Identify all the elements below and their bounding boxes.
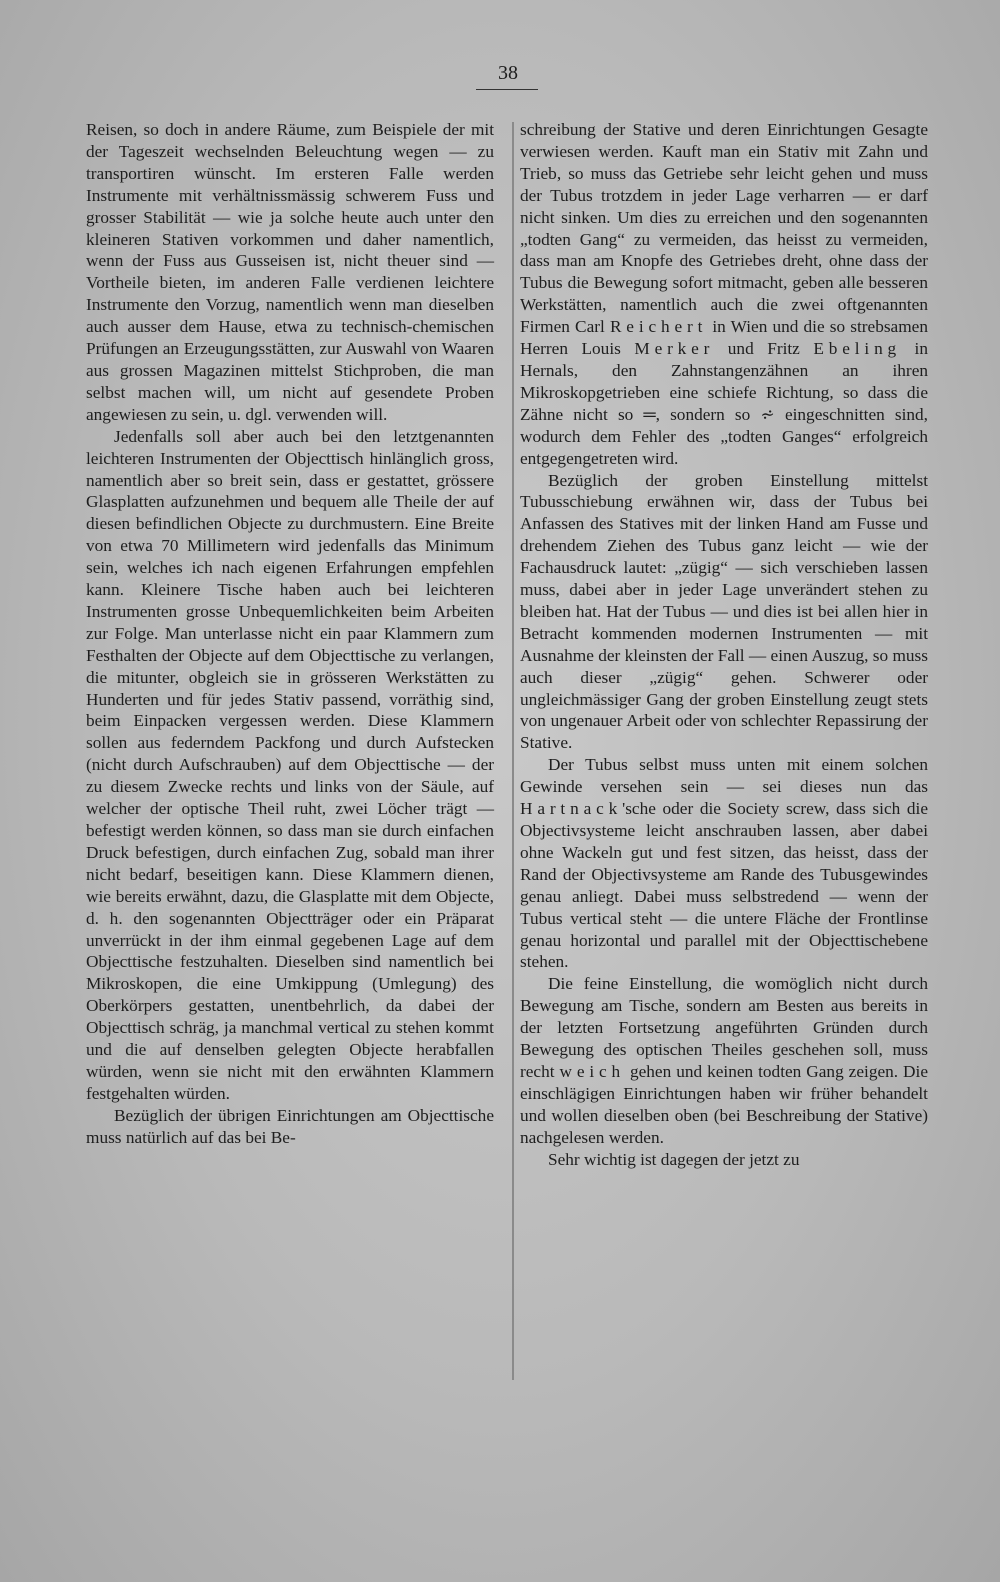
word-weich: weich xyxy=(559,1061,625,1081)
right-paragraph-3-text-b: 'sche oder die Society screw, dass sich die Objectivsysteme leicht anschrauben lassen, aber dabei ohne Wackeln gut und fest sitzen, das heisst, dass der Rand der Objectivsysteme am Rande des Tubusgewindes genau anliegt. Dabei muss selbstredend — wenn der Tubus vertical steht — die untere Fläche der Frontlinse genau horizontal und parallel mit der Objecttischebene stehen. xyxy=(520,799,928,972)
page-number: 38 xyxy=(498,62,518,84)
right-paragraph-2: Bezüglich der groben Einstellung mittelst Tubusschiebung erwähnen wir, dass der Tubus bei Anfassen des Statives mit der linken Hand am Fusse und drehendem Ziehen des Tubus ganz leicht — wie der Fachausdruck lautet: „zügig“ — sich verschieben lassen muss, dabei aber in jeder Lage unverändert stehen zu bleiben hat. Hat der Tubus — und dies ist bei allen hier in Betracht kommenden modernen Instrumenten — mit Ausnahme der kleinsten der Fall — einen Auszug, so muss auch dieser „zügig“ gehen. Schwerer oder ungleichmässiger Gang der groben Einstellung zeugt stets von ungenauer Arbeit oder von schlechter Repassirung der Stative. xyxy=(520,470,928,753)
left-column xyxy=(86,119,494,1149)
right-paragraph-5: Sehr wichtig ist dagegen der jetzt zu xyxy=(548,1149,800,1169)
right-paragraph-1-text-d: in Hernals, den Zahnstangenzähnen an ihren Mikroskopgetrieben eine schiefe Richtung, so dass die Zähne nicht so ═, sondern so ⩫ eingeschnitten sind, wodurch dem Fehler des „todten Ganges“ erfolgreich entgegengetreten wird. xyxy=(520,339,928,468)
name-hartnack: Hartnack xyxy=(520,799,623,819)
left-paragraph-2: Jedenfalls soll aber auch bei den letztgenannten leichteren Instrumenten der Objecttisch hinlänglich gross, namentlich aber so breit sein, dass er gestattet, grössere Glasplatten aufzunehmen und bequem alle Theile der auf diesen befindlichen Objecte zu durchmustern. Eine Breite von etwa 70 Millimetern wird jedenfalls das Minimum sein, welches ich nach eigenen Erfahrungen empfehlen kann. Kleinere Tische haben auch bei leichteren Instrumenten grosse Unbequemlichkeiten beim Arbeiten zur Folge. Man unterlasse nicht ein paar Klammern zum Festhalten der Objecte auf dem Objecttische zu verlangen, die mitunter, obgleich sie in grösseren Werkstätten zu Hunderten und für jedes Stativ passend, vorräthig sind, beim Einpacken vergessen werden. Diese Klammern sollen aus federndem Packfong und durch Aufstecken (nicht durch Aufschrauben) auf dem Objecttische — der zu diesem Zwecke rechts und links von der Säule, auf welcher der optische Theil ruht, zwei Löcher trägt — befestigt werden können, so dass man sie durch einfachen Druck befestigen, durch einfachen Zug, sobald man ihrer nicht bedarf, beseitigen kann. Diese Klammern dienen, wie bereits erwähnt, dazu, die Glasplatte mit dem Objecte, d. h. den sogenannten Objectträger oder ein Präparat unverrückt in der ihm einmal gegebenen Lage auf dem Objecttische festzuhalten. Dieselben sind namentlich bei Mikroskopen, die eine Umkippung (Umlegung) des Oberkörpers gestatten, unentbehrlich, da dabei der Objecttisch schräg, ja manchmal vertical zu stehen kommt und die auf denselben gelegten Objecte herabfallen würden, wenn sie nicht mit den erwähnten Klammern festgehalten würden. xyxy=(86,426,494,1103)
name-ebeling: Ebeling xyxy=(813,339,902,359)
name-reichert: Reichert xyxy=(609,317,708,337)
right-paragraph-1 xyxy=(520,119,928,470)
right-paragraph-4-text-b: gehen und keinen todten Gang zeigen. Die einschlägigen Einrichtungen haben wir früher behandelt und wollen dieselben oben (bei Beschreibung der Stative) nachgelesen werden. xyxy=(520,1061,929,1147)
left-paragraph-3: Bezüglich der übrigen Einrichtungen am Objecttische muss natürlich auf das bei Be- xyxy=(86,1105,494,1147)
column-divider xyxy=(512,122,514,1380)
name-merker: Merker xyxy=(634,339,715,359)
right-column xyxy=(520,119,928,1171)
right-paragraph-1-text-a: schreibung der Stative und deren Einrichtungen Gesagte verwiesen werden. Kauft man ein Stativ mit Zahn und Trieb, so muss das Getriebe sehr leicht gehen und muss der Tubus trotzdem in jeder Lage verharren — er darf nicht sinken. Um dies zu erreichen und den sogenannten „todten Gang“ zu vermeiden, das heisst zu vermeiden, dass man am Knopfe des Getriebes dreht, ohne dass der Tubus die Bewegung sofort mitmacht, geben alle besseren Werkstätten, namentlich auch die zwei oftgenannten Firmen Carl xyxy=(520,120,928,337)
right-paragraph-4 xyxy=(520,973,928,1148)
page-number-rule xyxy=(476,89,538,90)
right-paragraph-1-text-c: und Fritz xyxy=(714,339,814,359)
right-paragraph-3 xyxy=(520,754,928,973)
left-paragraph-1: Reisen, so doch in andere Räume, zum Beispiele der mit der Tageszeit wechselnden Beleuchtung wegen — zu transportiren wünscht. Im ersteren Falle werden Instrumente mit verhältnissmässig schwerem Fuss und grosser Stabilität — wie ja solche heute auch unter den kleineren Stativen vorkommen und daher namentlich, wenn der Fuss aus Gusseisen ist, nicht theuer sind — Vortheile bieten, im anderen Falle verdienen leichtere Instrumente den Vorzug, namentlich wenn man dieselben auch ausser dem Hause, etwa zu technisch-chemischen Prüfungen an Erzeugungsstätten, zur Auswahl von Waaren aus grossen Magazinen mittelst Stichproben, die man selbst machen will, um nicht auf gesendete Proben angewiesen zu sein, u. dgl. verwenden will. xyxy=(86,120,494,424)
right-paragraph-4-text-a: Die feine Einstellung, die womöglich nicht durch Bewegung am Tische, sondern am Besten aus bereits in der letzten Fortsetzung angeführten Gründen durch Bewegung des optischen Theiles geschehen soll, muss recht xyxy=(520,974,928,1081)
right-paragraph-3-text-a: Der Tubus selbst muss unten mit einem solchen Gewinde versehen sein — sei dieses nun das xyxy=(520,755,928,797)
right-paragraph-1-text-b: in Wien und die so strebsamen Herren Louis xyxy=(520,317,928,359)
